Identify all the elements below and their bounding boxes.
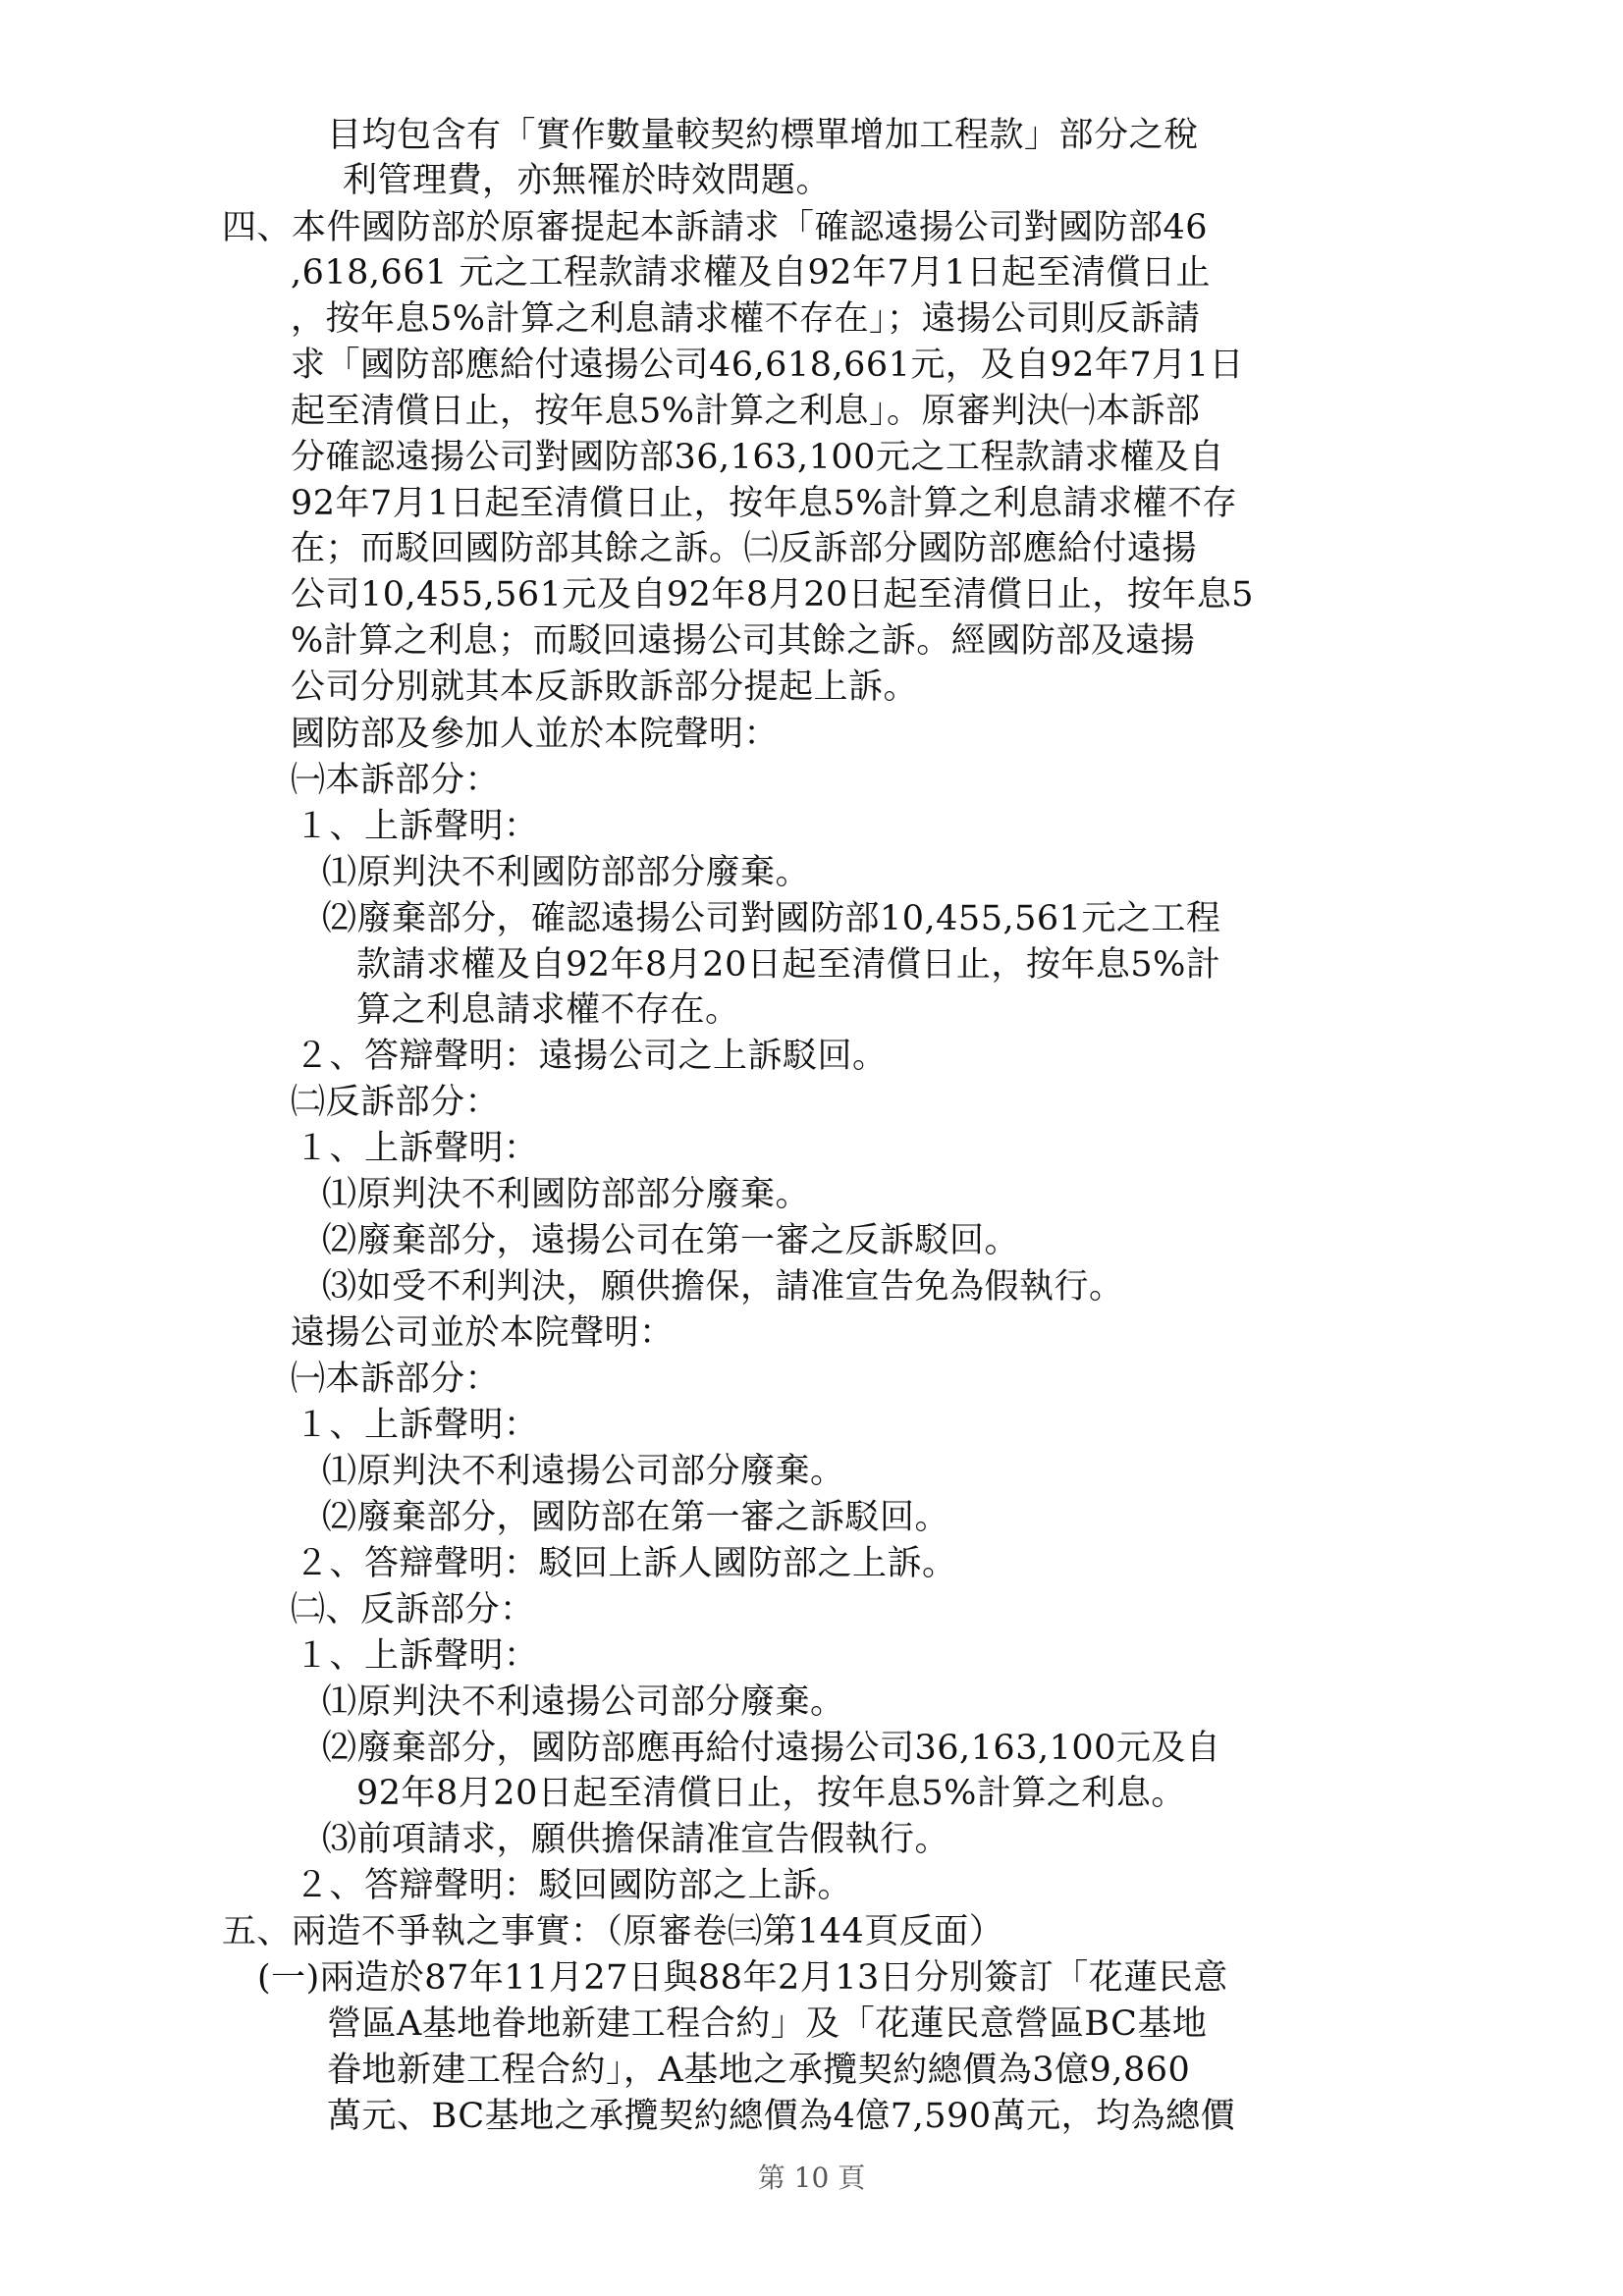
- text-line: 眷地新建工程合約」，A基地之承攬契約總價為3億9,860: [327, 2051, 1191, 2090]
- text-line: %計算之利息；而駁回遠揚公司其餘之訴。經國防部及遠揚: [291, 621, 1196, 661]
- text-line: 92年7月1日起至清償日止，按年息5%計算之利息請求權不存: [291, 484, 1238, 523]
- list-item: １、上訴聲明：: [295, 1129, 539, 1168]
- list-item: ⑴原判決不利國防部部分廢棄。: [322, 1175, 811, 1214]
- subheading: ㈠本訴部分：: [291, 761, 501, 800]
- list-item: ⑴原判決不利國防部部分廢棄。: [322, 853, 811, 892]
- subheading: ㈡、反訴部分：: [291, 1590, 535, 1629]
- list-item: (一)兩造於87年11月27日與88年2月13日分別簽訂「花蓮民意: [257, 1958, 1228, 1998]
- list-item: ⑶如受不利判決，願供擔保，請准宣告免為假執行。: [322, 1267, 1124, 1307]
- list-item: ⑵廢棄部分，遠揚公司在第一審之反訴駁回。: [322, 1221, 1020, 1260]
- list-item: ２、答辯聲明：駁回上訴人國防部之上訴。: [295, 1544, 957, 1583]
- text-line: ,618,661 元之工程款請求權及自92年7月1日起至清償日止: [291, 253, 1212, 293]
- list-item: ⑶前項請求，願供擔保請准宣告假執行。: [322, 1820, 950, 1859]
- section-heading-4: 四、本件國防部於原審提起本訴請求「確認遠揚公司對國防部46: [222, 208, 1209, 247]
- text-line: ，按年息5%計算之利息請求權不存在」；遠揚公司則反訴請: [291, 299, 1201, 339]
- text-line: 分確認遠揚公司對國防部36,163,100元之工程款請求權及自: [291, 438, 1224, 477]
- text-line: 遠揚公司並於本院聲明：: [291, 1313, 675, 1353]
- text-line: 營區A基地眷地新建工程合約」及「花蓮民意營區BC基地: [327, 2004, 1208, 2044]
- text-line: 92年8月20日起至清償日止，按年息5%計算之利息。: [356, 1774, 1186, 1813]
- list-item: １、上訴聲明：: [295, 1636, 539, 1676]
- page-number: 第 10 頁: [757, 2162, 866, 2194]
- text-line: 款請求權及自92年8月20日起至清償日止，按年息5%計: [356, 945, 1221, 985]
- list-item: ⑴原判決不利遠揚公司部分廢棄。: [322, 1682, 845, 1722]
- list-item: ⑵廢棄部分，國防部應再給付遠揚公司36,163,100元及自: [322, 1729, 1221, 1768]
- section-heading-5: 五、兩造不爭執之事實：（原審卷㈢第144頁反面）: [222, 1912, 1004, 1951]
- list-item: ⑴原判決不利遠揚公司部分廢棄。: [322, 1452, 845, 1491]
- text-line: 求「國防部應給付遠揚公司46,618,661元，及自92年7月1日: [291, 346, 1244, 385]
- list-item: ２、答辯聲明：駁回國防部之上訴。: [295, 1866, 853, 1905]
- text-line: 公司10,455,561元及自92年8月20日起至清償日止，按年息5: [291, 575, 1255, 614]
- list-item: ⑵廢棄部分，確認遠揚公司對國防部10,455,561元之工程: [322, 899, 1221, 938]
- text-line: 目均包含有「實作數量較契約標單增加工程款」部分之稅: [327, 116, 1199, 155]
- list-item: １、上訴聲明：: [295, 807, 539, 846]
- text-line: 萬元、BC基地之承攬契約總價為4億7,590萬元，均為總價: [327, 2097, 1236, 2136]
- list-item: ２、答辯聲明：遠揚公司之上訴駁回。: [295, 1037, 888, 1076]
- text-line: 利管理費，亦無罹於時效問題。: [343, 161, 832, 200]
- text-line: 在；而駁回國防部其餘之訴。㈡反訴部分國防部應給付遠揚: [291, 529, 1198, 568]
- text-line: 起至清償日止，按年息5%計算之利息」。原審判決㈠本訴部: [291, 392, 1201, 431]
- text-line: 算之利息請求權不存在。: [356, 990, 740, 1030]
- text-line: 公司分別就其本反訴敗訴部分提起上訴。: [291, 667, 919, 707]
- subheading: ㈠本訴部分：: [291, 1360, 501, 1399]
- subheading: ㈡反訴部分：: [291, 1083, 501, 1122]
- list-item: ⑵廢棄部分，國防部在第一審之訴駁回。: [322, 1498, 950, 1537]
- text-line: 國防部及參加人並於本院聲明：: [291, 715, 780, 754]
- list-item: １、上訴聲明：: [295, 1406, 539, 1445]
